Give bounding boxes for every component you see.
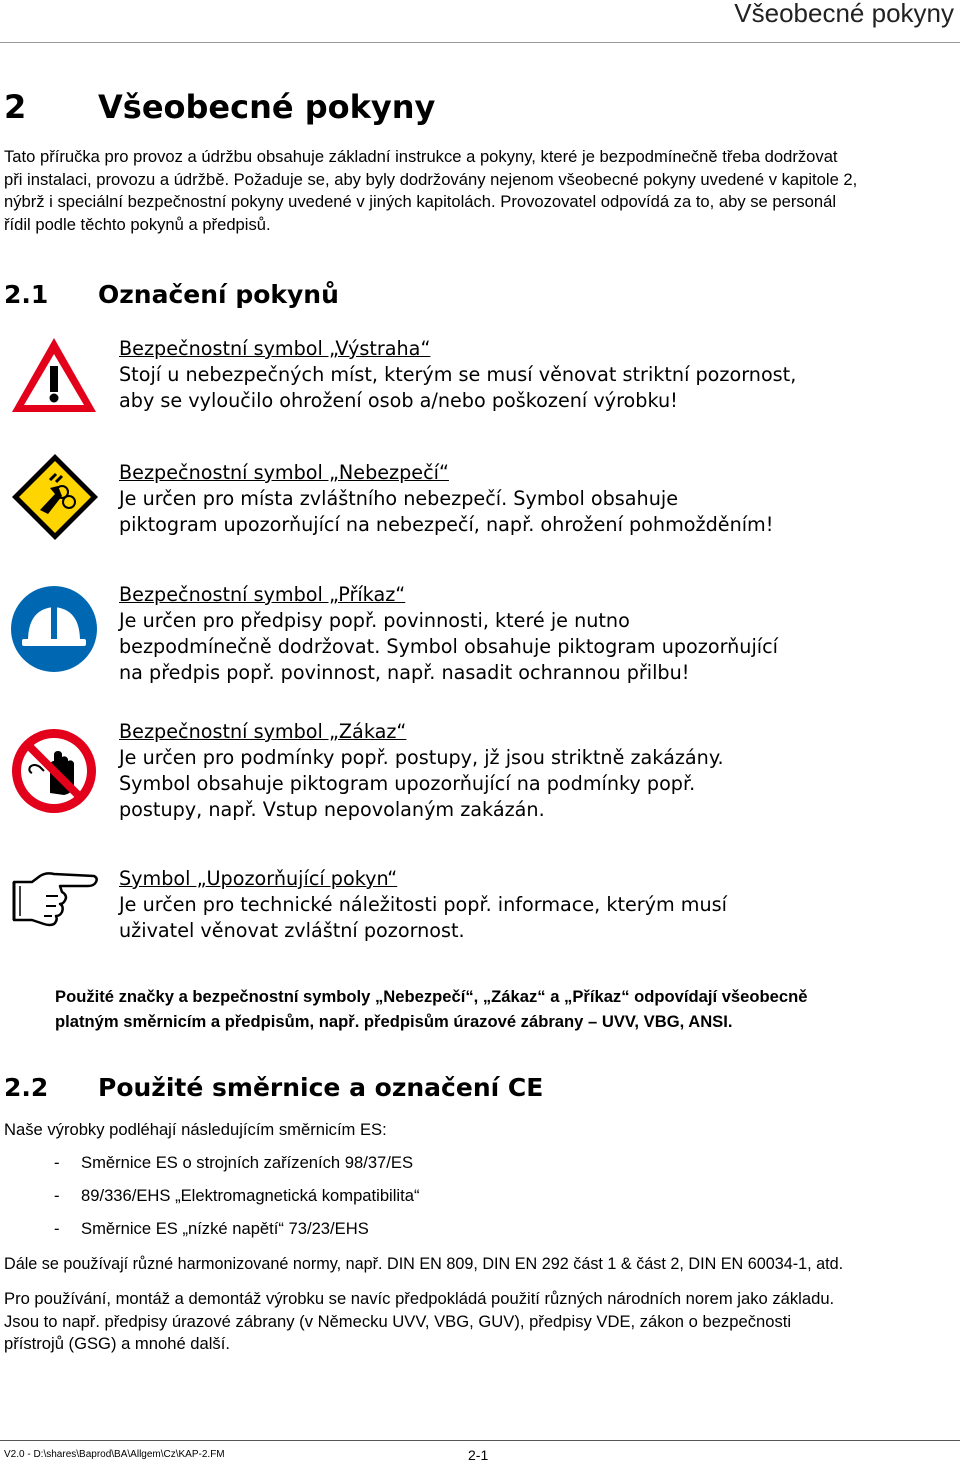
symbol-title: Symbol „Upozorňující pokyn“ bbox=[119, 867, 398, 890]
directive-item bbox=[54, 1218, 369, 1240]
symbol-block-warning bbox=[119, 336, 939, 414]
symbol-desc-line: postupy, např. Vstup nepovolaným zakázán. bbox=[119, 798, 545, 821]
running-header-title: Všeobecné pokyny bbox=[734, 0, 954, 28]
symbol-block-note bbox=[119, 866, 939, 944]
symbol-title: Bezpečnostní symbol „Příkaz“ bbox=[119, 583, 406, 606]
section-heading-2-2 bbox=[4, 1073, 543, 1102]
usage-line: přístrojů (GSG) a mnohé další. bbox=[4, 1334, 230, 1354]
directive-item bbox=[54, 1185, 420, 1207]
section-heading-2 bbox=[4, 88, 435, 126]
symbol-title: Bezpečnostní symbol „Zákaz“ bbox=[119, 720, 407, 743]
section-title: Označení pokynů bbox=[98, 280, 339, 309]
danger-crush-hazard-icon bbox=[10, 452, 100, 547]
section-heading-2-1 bbox=[4, 280, 339, 309]
footer-file-path: V2.0 - D:\shares\Baprod\BA\Allgem\Cz\KAP-2.FM bbox=[4, 1449, 225, 1460]
symbol-desc-line: Je určen pro místa zvláštního nebezpečí. Symbol obsahuje bbox=[119, 487, 679, 510]
directive-text: Směrnice ES „nízké napětí“ 73/23/EHS bbox=[81, 1219, 369, 1238]
symbol-desc-line: Symbol obsahuje piktogram upozorňující na podmínky popř. bbox=[119, 772, 696, 795]
directive-text: Směrnice ES o strojních zařízeních 98/37/ES bbox=[81, 1153, 414, 1172]
header-divider bbox=[0, 42, 960, 43]
symbol-desc-line: Je určen pro předpisy popř. povinnosti, které je nutno bbox=[119, 609, 630, 632]
section-title: Použité směrnice a označení CE bbox=[98, 1073, 544, 1102]
intro-line: při instalaci, provozu a údržbě. Požaduje se, aby byly dodržovány nejenom všeobecné pokyny uvedené v kapitole 2, bbox=[4, 169, 858, 189]
intro-paragraph bbox=[4, 146, 950, 236]
symbol-desc-line: Je určen pro podmínky popř. postupy, jž jsou striktně zakázány. bbox=[119, 746, 724, 769]
symbol-desc-line: aby se vyloučilo ohrožení osob a/nebo poškození výrobku! bbox=[119, 389, 678, 412]
intro-line: řídil podle těchto pokynů a předpisů. bbox=[4, 214, 271, 234]
footer-divider bbox=[0, 1440, 960, 1441]
symbol-desc-line: uživatel věnovat zvláštní pozornost. bbox=[119, 919, 465, 942]
symbol-desc-line: Je určen pro technické náležitosti popř. informace, kterým musí bbox=[119, 893, 727, 916]
symbol-title: Bezpečnostní symbol „Výstraha“ bbox=[119, 337, 431, 360]
usage-line: Pro používání, montáž a demontáž výrobku se navíc předpokládá použití různých národních norem jako základu. bbox=[4, 1289, 835, 1308]
list-dash: - bbox=[54, 1186, 60, 1205]
usage-line: Jsou to např. předpisy úrazové zábrany (v Německu UVV, VBG, GUV), předpisy VDE, zákon o bezpečnosti bbox=[4, 1311, 792, 1331]
section-number: 2 bbox=[4, 88, 27, 126]
page-number: 2-1 bbox=[468, 1447, 489, 1463]
symbol-title: Bezpečnostní symbol „Nebezpečí“ bbox=[119, 461, 449, 484]
intro-line: nýbrž i speciální bezpečnostní pokyny uvedené v jiných kapitolách. Provozovatel odpovídá za to, aby se personál bbox=[4, 192, 837, 212]
list-dash: - bbox=[54, 1153, 60, 1172]
list-dash: - bbox=[54, 1219, 60, 1238]
section-number: 2.2 bbox=[4, 1073, 49, 1102]
note-line: platným směrnicím a předpisům, např. předpisům úrazové zábrany – UVV, VBG, ANSI. bbox=[55, 1012, 733, 1031]
note-line: Použité značky a bezpečnostní symboly „Nebezpečí“, „Zákaz“ a „Příkaz“ odpovídají všeobecně bbox=[55, 987, 808, 1006]
pointing-hand-icon bbox=[10, 860, 98, 941]
symbol-desc-line: piktogram upozorňující na nebezpečí, např. ohrožení pohmožděním! bbox=[119, 513, 774, 536]
symbol-desc-line: bezpodmínečně dodržovat. Symbol obsahuje piktogram upozorňující bbox=[119, 635, 778, 658]
directive-text: 89/336/EHS „Elektromagnetická kompatibilita“ bbox=[81, 1186, 420, 1205]
usage-paragraph bbox=[4, 1288, 954, 1356]
section-number: 2.1 bbox=[4, 280, 49, 309]
mandatory-helmet-icon bbox=[10, 585, 98, 678]
symbol-desc-line: na předpis popř. povinnost, např. nasadit ochrannou přilbu! bbox=[119, 661, 690, 684]
harmonized-norms-paragraph: Dále se používají různé harmonizované normy, např. DIN EN 809, DIN EN 292 část 1 & část 2, DIN EN 60034-1, atd. bbox=[4, 1255, 844, 1273]
symbol-desc-line: Stojí u nebezpečných míst, kterým se musí věnovat striktní pozornost, bbox=[119, 363, 797, 386]
directive-item bbox=[54, 1152, 413, 1174]
intro-line: Tato příručka pro provoz a údržbu obsahuje základní instrukce a pokyny, které je bezpodmínečně třeba dodržovat bbox=[4, 147, 838, 166]
prohibition-no-entry-icon bbox=[10, 727, 98, 820]
section-title: Všeobecné pokyny bbox=[98, 88, 436, 126]
symbol-block-prohibition bbox=[119, 719, 939, 823]
symbol-block-danger bbox=[119, 460, 939, 538]
symbols-standards-note bbox=[55, 984, 935, 1034]
symbol-block-mandatory bbox=[119, 582, 939, 686]
warning-triangle-icon bbox=[8, 334, 100, 421]
directives-lead: Naše výrobky podléhají následujícím směrnicím ES: bbox=[4, 1120, 387, 1139]
